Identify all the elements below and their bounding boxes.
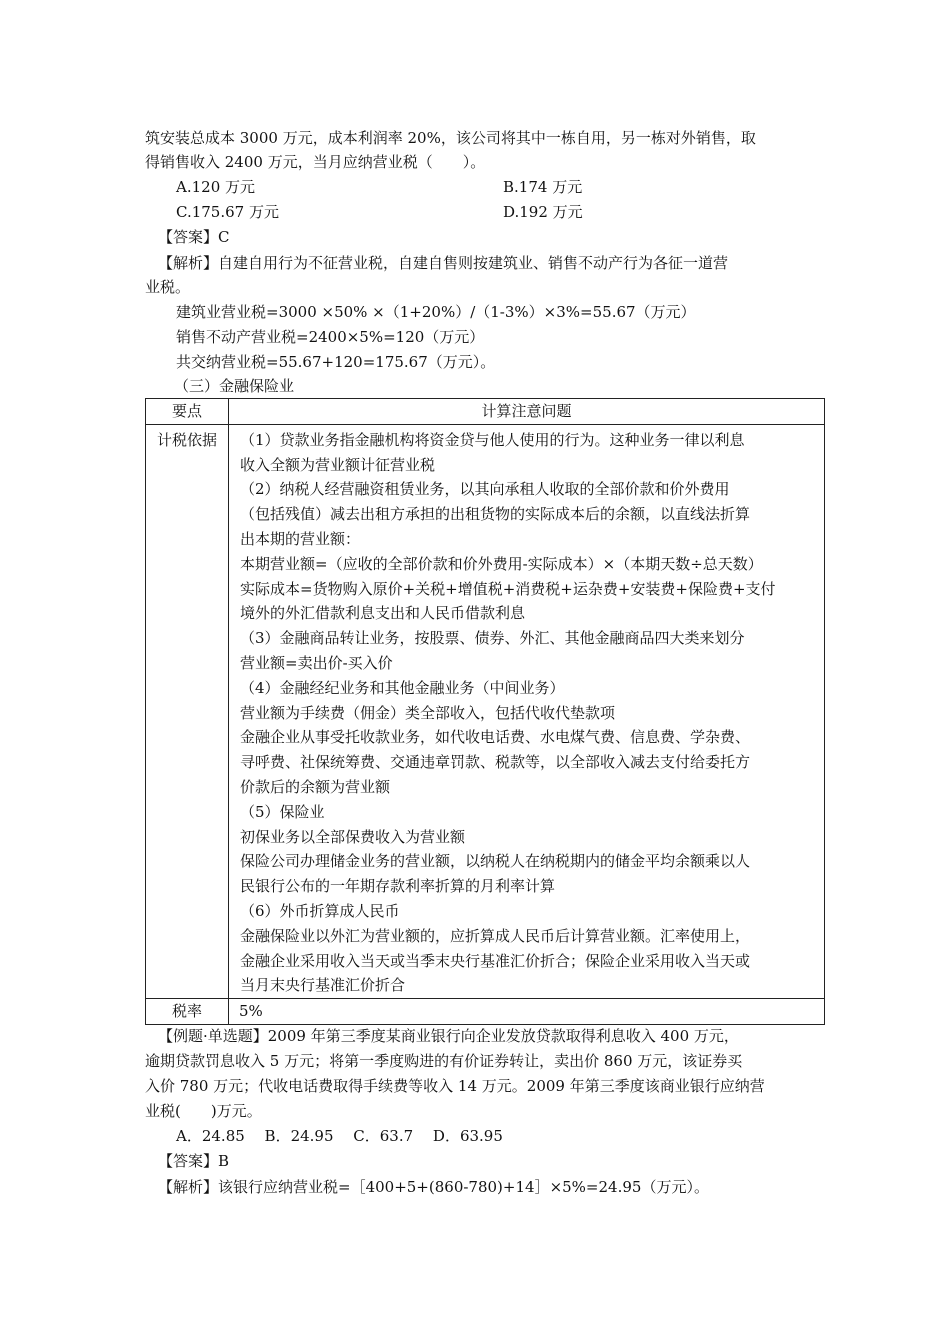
basis-line: （1）贷款业务指金融机构将资金贷与他人使用的行为。这种业务一律以利息 [240, 430, 745, 449]
example-options: A．24.85 B．24.95 C．63.7 D．63.95 [176, 1127, 503, 1145]
option-c: C.175.67 万元 [176, 203, 279, 221]
basis-line: 寻呼费、社保统筹费、交通违章罚款、税款等，以全部收入减去支付给委托方 [240, 753, 751, 772]
analysis-line-2: 业税。 [145, 278, 191, 296]
basis-line: 本期营业额=（应收的全部价款和价外费用-实际成本）×（本期天数÷总天数） [240, 554, 763, 573]
basis-line: 金融企业从事受托收款业务，如代收电话费、水电煤气费、信息费、学杂费、 [240, 728, 751, 747]
example-line-1: 【例题·单选题】2009 年第三季度某商业银行向企业发放贷款取得利息收入 400 万元， [158, 1027, 739, 1045]
example-answer: 【答案】B [158, 1152, 230, 1170]
basis-line: （包括残值）减去出租方承担的出租货物的实际成本后的余额，以直线法折算 [240, 505, 751, 524]
option-d: D.192 万元 [503, 203, 583, 221]
financial-insurance-table [145, 398, 825, 1025]
example-line-3: 入价 780 万元；代收电话费取得手续费等收入 14 万元。2009 年第三季度该商业银行应纳营 [145, 1077, 765, 1095]
basis-line: 实际成本=货物购入原价+关税+增值税+消费税+运杂费+安装费+保险费+支付 [240, 579, 776, 598]
header-calc-notes: 计算注意问题 [229, 399, 825, 425]
tax-basis-content [229, 424, 825, 998]
table-row-tax-basis [146, 424, 825, 998]
option-a: A.120 万元 [176, 178, 255, 196]
example-line-2: 逾期贷款罚息收入 5 万元；将第一季度购进的有价证券转让，卖出价 860 万元，该证券买 [145, 1052, 743, 1070]
basis-line: 金融保险业以外汇为营业额的，应折算成人民币后计算营业额。汇率使用上， [240, 926, 751, 945]
tax-rate-label: 税率 [146, 999, 229, 1025]
basis-line: 金融企业采用收入当天或当季末央行基准汇价折合；保险企业采用收入当天或 [240, 951, 751, 970]
basis-line: 收入全额为营业额计征营业税 [240, 455, 436, 474]
basis-line: 初保业务以全部保费收入为营业额 [240, 827, 466, 846]
example-analysis: 【解析】该银行应纳营业税=［400+5+(860-780)+14］×5%=24.95（万元）。 [158, 1178, 709, 1196]
analysis-calc-3: 共交纳营业税=55.67+120=175.67（万元）。 [176, 353, 496, 371]
question-text-line-1: 筑安装总成本 3000 万元，成本利润率 20%，该公司将其中一栋自用，另一栋对外销售，取 [145, 129, 756, 147]
basis-line: （6）外币折算成人民币 [240, 901, 400, 920]
example-line-4: 业税( )万元。 [145, 1102, 262, 1120]
analysis-calc-2: 销售不动产营业税=2400×5%=120（万元） [176, 328, 485, 346]
analysis-line-1: 【解析】自建自用行为不征营业税，自建自售则按建筑业、销售不动产行为各征一道营 [158, 254, 729, 272]
basis-line: 营业额=卖出价-买入价 [240, 653, 393, 672]
table-row-tax-rate [146, 999, 825, 1025]
basis-line: 价款后的余额为营业额 [240, 777, 391, 796]
basis-line: 境外的外汇借款利息支出和人民币借款利息 [240, 604, 526, 623]
section-title: （三）金融保险业 [174, 377, 295, 395]
tax-basis-label: 计税依据 [146, 424, 229, 998]
question-text-line-2: 得销售收入 2400 万元，当月应纳营业税（ ）。 [145, 153, 486, 171]
header-key-points: 要点 [146, 399, 229, 425]
tax-rate-value: 5% [229, 999, 825, 1025]
basis-line: 保险公司办理储金业务的营业额，以纳税人在纳税期内的储金平均余额乘以人 [240, 852, 751, 871]
basis-line: 营业额为手续费（佣金）类全部收入，包括代收代垫款项 [240, 703, 616, 722]
table-header-row [146, 399, 825, 425]
basis-line: 出本期的营业额： [240, 529, 361, 548]
answer-label: 【答案】C [158, 228, 230, 246]
analysis-calc-1: 建筑业营业税=3000 ×50% ×（1+20%）/（1-3%）×3%=55.67（万元） [176, 303, 696, 321]
option-b: B.174 万元 [503, 178, 583, 196]
basis-line: 当月末央行基准汇价折合 [240, 976, 406, 995]
basis-line: 民银行公布的一年期存款利率折算的月利率计算 [240, 877, 556, 896]
basis-line: （2）纳税人经营融资租赁业务，以其向承租人收取的全部价款和价外费用 [240, 480, 730, 499]
basis-line: （4）金融经纪业务和其他金融业务（中间业务） [240, 678, 565, 697]
basis-line: （5）保险业 [240, 802, 325, 821]
basis-line: （3）金融商品转让业务，按股票、债券、外汇、其他金融商品四大类来划分 [240, 629, 745, 648]
